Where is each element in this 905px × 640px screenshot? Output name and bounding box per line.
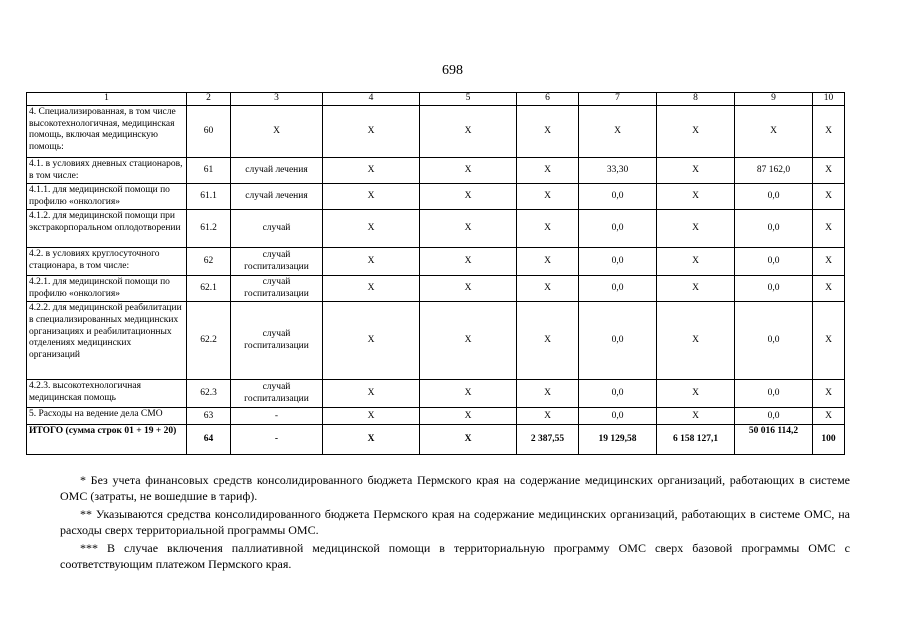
table-cell: 60 (187, 106, 231, 158)
table-body (27, 93, 845, 455)
table-cell: Х (323, 158, 420, 184)
table-cell: Х (323, 302, 420, 380)
table-cell: 0,0 (735, 408, 813, 425)
footnote: ** Указываются средства консолидированного бюджета Пермского края на содержание медицинских организаций, работающих в системе ОМС, на расходы сверх территориальной программы ОМС. (60, 507, 850, 537)
table-cell: Х (657, 380, 735, 408)
table-cell: Х (517, 380, 579, 408)
table-cell: случай (231, 210, 323, 248)
table-cell: 62.1 (187, 276, 231, 302)
table-cell: 0,0 (579, 408, 657, 425)
table-cell: 0,0 (579, 276, 657, 302)
row-name-cell: ИТОГО (сумма строк 01 + 19 + 20) (27, 425, 187, 455)
footnote: *** В случае включения паллиативной медицинской помощи в территориальную программу ОМС сверх базовой программы ОМС с соответствующим платежом Пермского края. (60, 541, 850, 571)
table-cell: Х (657, 276, 735, 302)
table-cell: случай госпитализации (231, 380, 323, 408)
table-cell: Х (657, 408, 735, 425)
table-cell: 63 (187, 408, 231, 425)
table-cell: 6 158 127,1 (657, 425, 735, 455)
table-cell: случай госпитализации (231, 248, 323, 276)
table-cell: случай лечения (231, 158, 323, 184)
table-cell: Х (657, 184, 735, 210)
table-cell: 61.1 (187, 184, 231, 210)
header-row (27, 93, 845, 106)
header-cell: 5 (420, 93, 517, 106)
header-cell: 8 (657, 93, 735, 106)
table-cell: 0,0 (735, 210, 813, 248)
row-name-cell: 4.2.2. для медицинской реабилитации в специализированных медицинских организациях и реабилитационных отделениях медицинских организаций (27, 302, 187, 380)
header-cell: 1 (27, 93, 187, 106)
table-row (27, 302, 845, 380)
table-cell: Х (657, 158, 735, 184)
table-cell: Х (231, 106, 323, 158)
table-cell: Х (323, 380, 420, 408)
table-cell: 87 162,0 (735, 158, 813, 184)
table-cell: 50 016 114,2 (735, 425, 813, 455)
table-cell: случай лечения (231, 184, 323, 210)
header-cell: 10 (813, 93, 845, 106)
table-row (27, 158, 845, 184)
table-cell: Х (517, 248, 579, 276)
table-cell: 61 (187, 158, 231, 184)
table-cell: Х (517, 158, 579, 184)
header-cell: 6 (517, 93, 579, 106)
row-name-cell: 4. Специализированная, в том числе высокотехнологичная, медицинская помощь, включая медицинскую помощь: (27, 106, 187, 158)
table-cell: Х (517, 210, 579, 248)
table-cell: 0,0 (579, 380, 657, 408)
financial-table (26, 92, 845, 455)
row-name-cell: 4.2.3. высокотехнологичная медицинская помощь (27, 380, 187, 408)
total-row (27, 425, 845, 455)
table-cell: Х (657, 248, 735, 276)
table-cell: Х (813, 408, 845, 425)
table-cell: Х (657, 210, 735, 248)
table-cell: - (231, 425, 323, 455)
table-cell: 61.2 (187, 210, 231, 248)
row-name-cell: 4.2. в условиях круглосуточного стационара, в том числе: (27, 248, 187, 276)
table-cell: Х (813, 210, 845, 248)
row-name-cell: 4.1.1. для медицинской помощи по профилю «онкология» (27, 184, 187, 210)
table-cell: Х (420, 184, 517, 210)
table-cell: 62.3 (187, 380, 231, 408)
table-cell: Х (735, 106, 813, 158)
table-cell: 0,0 (579, 302, 657, 380)
table-cell: 0,0 (735, 276, 813, 302)
table-cell: 100 (813, 425, 845, 455)
header-cell: 4 (323, 93, 420, 106)
row-name-cell: 4.1.2. для медицинской помощи при экстракорпоральном оплодотворении (27, 210, 187, 248)
header-cell: 2 (187, 93, 231, 106)
table-cell: случай госпитализации (231, 276, 323, 302)
table-cell: Х (323, 210, 420, 248)
table-cell: Х (420, 210, 517, 248)
table-cell: Х (323, 184, 420, 210)
table-cell: 64 (187, 425, 231, 455)
table-cell: Х (420, 276, 517, 302)
row-name-cell: 4.2.1. для медицинской помощи по профилю «онкология» (27, 276, 187, 302)
table-row (27, 184, 845, 210)
table-cell: 2 387,55 (517, 425, 579, 455)
row-name-cell: 5. Расходы на ведение дела СМО (27, 408, 187, 425)
table-cell: Х (323, 408, 420, 425)
table-cell: 0,0 (735, 248, 813, 276)
table-cell: Х (323, 425, 420, 455)
table-cell: Х (813, 158, 845, 184)
table-cell: Х (323, 248, 420, 276)
table-cell: Х (517, 184, 579, 210)
table-cell: 0,0 (579, 184, 657, 210)
table-cell: Х (420, 248, 517, 276)
table-cell: Х (813, 184, 845, 210)
table-cell: 62.2 (187, 302, 231, 380)
table-cell: случай госпитализации (231, 302, 323, 380)
table-cell: Х (813, 276, 845, 302)
table-cell: 19 129,58 (579, 425, 657, 455)
table-cell: Х (420, 106, 517, 158)
header-cell: 9 (735, 93, 813, 106)
table-cell: 0,0 (735, 184, 813, 210)
table-cell: Х (579, 106, 657, 158)
table-cell: 33,30 (579, 158, 657, 184)
table-cell: 0,0 (735, 380, 813, 408)
header-cell: 3 (231, 93, 323, 106)
header-cell: 7 (579, 93, 657, 106)
table-cell: Х (517, 276, 579, 302)
table-cell: Х (813, 302, 845, 380)
table-cell: 0,0 (579, 248, 657, 276)
table-cell: Х (517, 106, 579, 158)
table-row (27, 210, 845, 248)
row-name-cell: 4.1. в условиях дневных стационаров, в том числе: (27, 158, 187, 184)
table-cell: Х (420, 408, 517, 425)
table-row (27, 248, 845, 276)
table-cell: Х (420, 158, 517, 184)
table-cell: Х (813, 380, 845, 408)
table-cell: Х (323, 276, 420, 302)
table-cell: Х (813, 248, 845, 276)
footnotes (60, 472, 850, 572)
table-row (27, 408, 845, 425)
table-row (27, 106, 845, 158)
table-cell: 0,0 (735, 302, 813, 380)
table-cell: Х (323, 106, 420, 158)
table-cell: Х (657, 106, 735, 158)
table-cell: Х (420, 302, 517, 380)
table-cell: Х (420, 380, 517, 408)
table-row (27, 276, 845, 302)
table-cell: Х (420, 425, 517, 455)
table-cell: 0,0 (579, 210, 657, 248)
table-cell: - (231, 408, 323, 425)
footnote: * Без учета финансовых средств консолидированного бюджета Пермского края на содержание медицинских организаций, работающих в системе ОМС (затраты, не вошедшие в тариф). (60, 473, 850, 503)
table-cell: 62 (187, 248, 231, 276)
table-cell: Х (517, 302, 579, 380)
table-cell: Х (657, 302, 735, 380)
table-cell: Х (813, 106, 845, 158)
page-number: 698 (442, 63, 463, 78)
table-cell: Х (517, 408, 579, 425)
table-row (27, 380, 845, 408)
